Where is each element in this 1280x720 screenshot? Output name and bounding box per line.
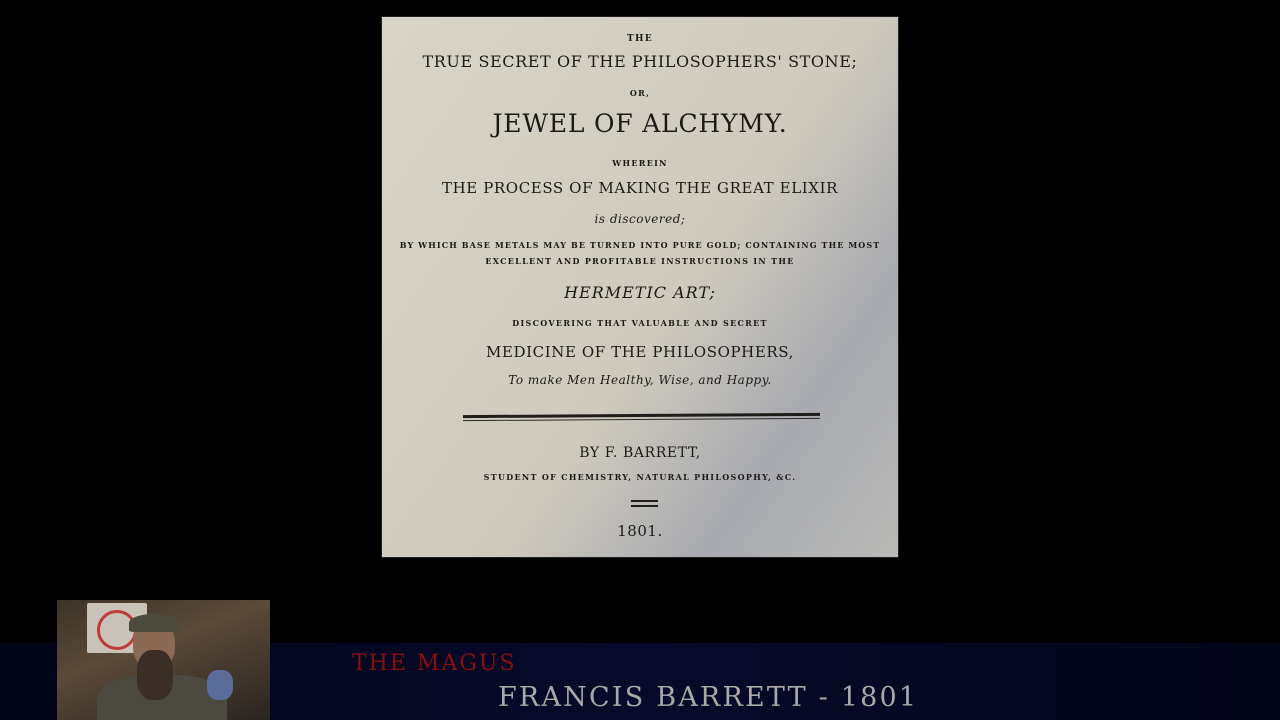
double-rule-top	[631, 500, 658, 502]
title-line-1: TRUE SECRET OF THE PHILOSOPHERS' STONE;	[422, 52, 858, 71]
discovering-line: DISCOVERING THAT VALUABLE AND SECRET	[512, 318, 768, 328]
caption-the-magus: THE MAGUS	[352, 651, 517, 676]
caption-francis-barrett: FRANCIS BARRETT - 1801	[498, 682, 919, 713]
double-rule-bottom	[631, 505, 658, 507]
title-line-2: JEWEL OF ALCHYMY.	[492, 109, 788, 138]
title-line-3: THE PROCESS OF MAKING THE GREAT ELIXIR	[442, 179, 838, 197]
description-line-2: EXCELLENT AND PROFITABLE INSTRUCTIONS IN THE	[485, 256, 795, 266]
webcam-person-hat	[129, 614, 179, 632]
webcam-overlay	[57, 600, 270, 720]
author-line: BY F. BARRETT,	[579, 445, 701, 461]
is-discovered-line: is discovered;	[594, 212, 686, 226]
webcam-blue-object	[207, 670, 233, 700]
horizontal-rule	[463, 413, 820, 418]
tagline: To make Men Healthy, Wise, and Happy.	[508, 373, 772, 387]
year-line: 1801.	[617, 522, 663, 540]
webcam-person-beard	[137, 650, 173, 700]
description-line-1: BY WHICH BASE METALS MAY BE TURNED INTO PURE GOLD; CONTAINING THE MOST	[399, 240, 881, 250]
wherein-line: WHEREIN	[612, 158, 668, 168]
title-page-scan	[382, 17, 898, 557]
medicine-line: MEDICINE OF THE PHILOSOPHERS,	[485, 343, 795, 361]
hermetic-art-line: HERMETIC ART;	[564, 283, 716, 302]
the-line: THE	[627, 34, 653, 44]
author-description: STUDENT OF CHEMISTRY, NATURAL PHILOSOPHY, &C.	[483, 472, 797, 482]
or-line: OR,	[629, 88, 651, 98]
